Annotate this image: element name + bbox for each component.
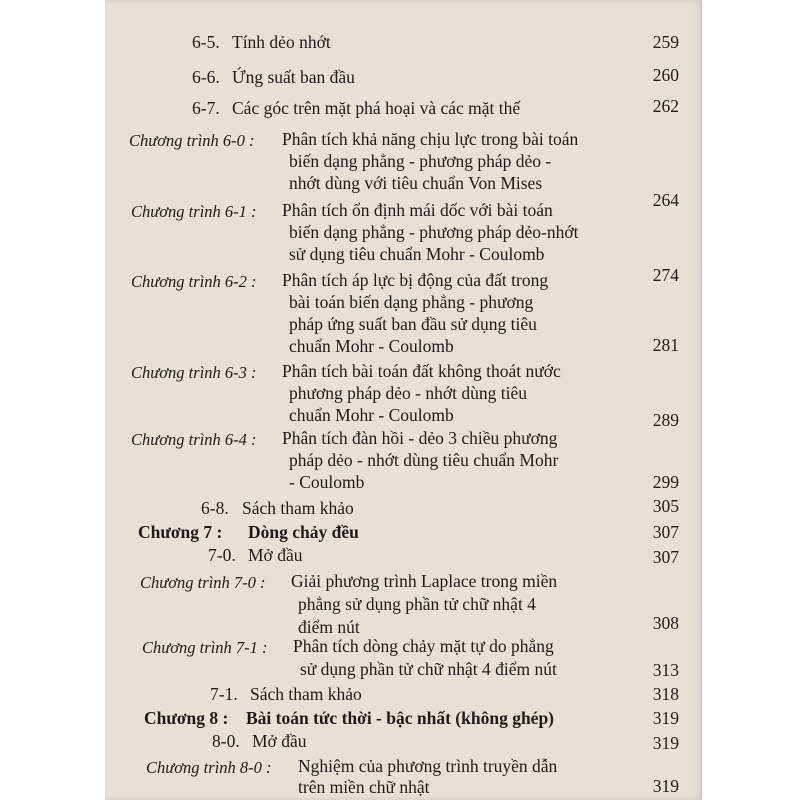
toc-section-label: 6-8. [201, 498, 229, 518]
toc-section-label: 6-5. [192, 32, 220, 52]
toc-page-number: 260 [652, 65, 679, 85]
toc-page-number: 319 [652, 708, 679, 728]
toc-section-label: 7-1. [210, 684, 238, 704]
toc-title-line: Phân tích bài toán đất không thoát nước [282, 361, 561, 381]
toc-title-line: nhớt dùng với tiêu chuẩn Von Mises [289, 173, 543, 193]
toc-chapter-title: Dòng chảy đều [248, 522, 359, 542]
toc-program-label: Chương trình 7-1 : [142, 638, 268, 657]
toc-title-line: Nghiệm của phương trình truyền dẫn [298, 756, 558, 776]
toc-title-line: bài toán biến dạng phẳng - phương [289, 292, 534, 312]
toc-title-line: Phân tích dòng chảy mặt tự do phẳng [293, 636, 554, 656]
toc-title-line: trên miền chữ nhật [298, 777, 430, 797]
toc-program-label: Chương trình 7-0 : [140, 573, 266, 592]
toc-title-line: Phân tích đàn hồi - dẻo 3 chiều phương [282, 428, 558, 448]
toc-title-line: phương pháp dẻo - nhớt dùng tiêu [289, 383, 527, 403]
toc-title-line: biến dạng phẳng - phương pháp dẻo - [289, 151, 552, 171]
toc-program-label: Chương trình 6-2 : [131, 272, 257, 291]
toc-section-label: 7-0. [208, 545, 236, 565]
toc-page-number: 313 [652, 660, 679, 680]
toc-title-line: phẳng sử dụng phần tử chữ nhật 4 [298, 594, 536, 614]
toc-program-label: Chương trình 6-3 : [131, 363, 257, 382]
toc-title-line: Mở đầu [248, 545, 303, 565]
toc-title-line: Mở đầu [252, 731, 307, 751]
toc-chapter-label: Chương 7 : [138, 522, 223, 542]
toc-program-label: Chương trình 6-1 : [131, 202, 257, 221]
toc-chapter-label: Chương 8 : [144, 708, 229, 728]
toc-page-number: 318 [652, 684, 679, 704]
toc-page-number: 281 [652, 335, 679, 355]
toc-page-number: 319 [652, 733, 679, 753]
toc-page-number: 262 [652, 96, 679, 116]
toc-program-label: Chương trình 6-4 : [131, 430, 257, 449]
toc-page-number: 274 [652, 265, 679, 285]
toc-page-number: 305 [652, 496, 679, 516]
toc-title-line: - Coulomb [289, 472, 365, 492]
toc-page-number: 299 [652, 472, 679, 492]
toc-page-number: 308 [652, 613, 679, 633]
toc-title-line: sử dụng tiêu chuẩn Mohr - Coulomb [289, 244, 545, 264]
toc-page-number: 259 [652, 32, 679, 52]
toc-title-line: Tính dẻo nhớt [232, 32, 331, 52]
toc-section-label: 8-0. [212, 731, 240, 751]
toc-title-line: Giải phương trình Laplace trong miền [291, 571, 558, 591]
toc-title-line: sử dụng phần tử chữ nhật 4 điểm nút [300, 659, 557, 679]
toc-title-line: điểm nút [298, 617, 360, 637]
toc-chapter-title: Bài toán tức thời - bậc nhất (không ghép) [246, 708, 555, 728]
toc-title-line: Phân tích áp lực bị động của đất trong [282, 270, 549, 290]
toc-title-line: Phân tích ổn định mái dốc với bài toán [282, 200, 553, 220]
toc-program-label: Chương trình 8-0 : [146, 758, 272, 777]
toc-page-number: 289 [652, 410, 679, 430]
toc-title-line: biến dạng phẳng - phương pháp dẻo-nhớt [289, 222, 579, 242]
toc-title-line: pháp dẻo - nhớt dùng tiêu chuẩn Mohr [289, 450, 559, 470]
toc-page-number: 307 [652, 522, 679, 542]
toc-title-line: pháp ứng suất ban đầu sử dụng tiêu [289, 314, 537, 334]
toc-title-line: Phân tích khả năng chịu lực trong bài toán [282, 129, 579, 149]
toc-title-line: Sách tham khảo [250, 684, 362, 704]
toc-program-label: Chương trình 6-0 : [129, 131, 255, 150]
toc-title-line: chuẩn Mohr - Coulomb [289, 336, 454, 356]
toc-page-number: 319 [652, 776, 679, 796]
toc-title-line: Ứng suất ban đầu [232, 67, 355, 87]
toc-page-number: 307 [652, 547, 679, 567]
toc-title-line: Các góc trên mặt phá hoại và các mặt thế [232, 98, 521, 118]
toc-title-line: Sách tham khảo [242, 498, 354, 518]
toc-section-label: 6-7. [192, 98, 220, 118]
toc-title-line: chuẩn Mohr - Coulomb [289, 405, 454, 425]
toc-section-label: 6-6. [192, 67, 220, 87]
toc-page-number: 264 [652, 190, 679, 210]
